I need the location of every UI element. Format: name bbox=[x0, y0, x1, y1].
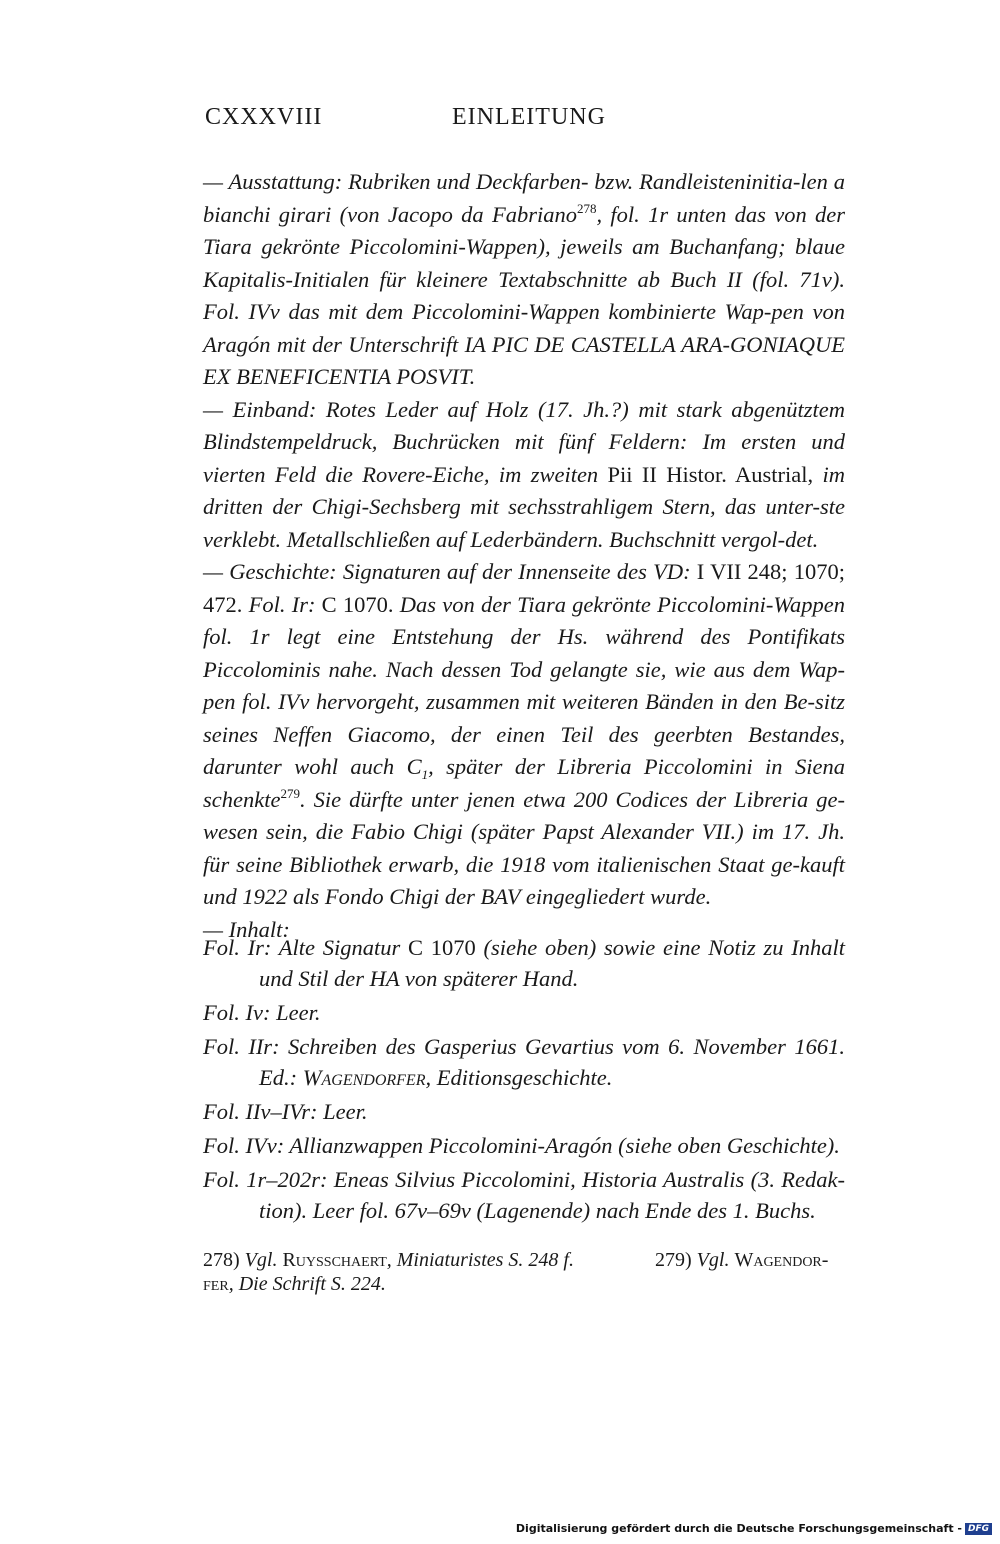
list-item: Fol. Iv: Leer. bbox=[203, 1000, 321, 1025]
text: Vgl. bbox=[244, 1249, 283, 1271]
smallcaps-text: Wagendorfer bbox=[302, 1065, 426, 1090]
list-item bbox=[203, 1031, 845, 1093]
footnote-ref-279: 279 bbox=[280, 785, 300, 801]
smallcaps-text: Wagendor- bbox=[734, 1249, 829, 1271]
text: , Die Schrift S. 224. bbox=[228, 1273, 386, 1295]
list-item: Fol. IVv: Allianzwappen Piccolomini-Aragón (siehe oben Geschichte). bbox=[203, 1133, 840, 1158]
text: im dritten der Chigi-Sechsberg mit sechsstrahligem Stern, das unter-ste verklebt. Metallschließen auf Lederbändern. Buchschnitt vergol-det. bbox=[203, 461, 845, 552]
smallcaps-text: Ruysschaert bbox=[282, 1249, 387, 1271]
footnotes bbox=[203, 1248, 845, 1296]
page-number: CXXXVIII bbox=[205, 104, 323, 130]
subscript: 1 bbox=[421, 767, 429, 782]
funding-credit bbox=[516, 1522, 992, 1535]
credit-text: Digitalisierung gefördert durch die Deutsche Forschungsgemeinschaft - bbox=[515, 1522, 962, 1535]
upright-text: C 1070. bbox=[321, 591, 394, 617]
footnote-number: 278) bbox=[203, 1249, 240, 1271]
footnote-continuation bbox=[203, 1272, 845, 1296]
contents-list bbox=[203, 932, 845, 1229]
upright-text: I VII 248; 1070; 472. bbox=[203, 559, 846, 617]
footnote-278 bbox=[203, 1248, 574, 1272]
text: , fol. 1r unten das von der Tiara gekrönte Piccolomini-Wappen), jeweils am Buchanfang; blaue Kapitalis-Initialen für kleinere Textabschnitte ab Buch II (fol. 71v). Fol. IVv das mit dem Piccolomini-Wappen kombinierte Wap-pen von Aragón mit der Unterschrift IA PIC DE CASTELLA ARA-GONIAQUE EX BENEFICENTIA POSVIT. bbox=[203, 201, 845, 389]
text: , Editionsgeschichte. bbox=[425, 1065, 613, 1090]
dfg-logo-icon: DFG bbox=[965, 1523, 992, 1535]
main-text bbox=[203, 166, 845, 946]
paragraph-geschichte bbox=[203, 556, 845, 914]
paragraph-inhalt: — Inhalt: bbox=[203, 916, 290, 942]
footnote-ref-278: 278 bbox=[576, 200, 597, 216]
footnote-279 bbox=[655, 1248, 828, 1272]
list-item bbox=[203, 932, 845, 994]
upright-text: C 1070 bbox=[407, 935, 476, 960]
paragraph-einband bbox=[203, 394, 845, 557]
footnote-number: 279) bbox=[655, 1249, 692, 1271]
list-item: Fol. 1r–202r: Eneas Silvius Piccolomini, Historia Australis (3. Redak-tion). Leer fol. 67v–69v (Lagenende) nach Ende des 1. Buchs. bbox=[203, 1167, 845, 1223]
footnote-row bbox=[203, 1248, 845, 1272]
text: Fol. IIr: Schreiben des Gasperius Gevartius vom 6. November 1661. Ed.: bbox=[203, 1034, 845, 1090]
smallcaps-text: fer bbox=[203, 1273, 229, 1295]
upright-text: Pii II Histor. Austrial, bbox=[607, 461, 814, 487]
text: (siehe oben) sowie eine Notiz zu Inhalt und Stil der HA von späterer Hand. bbox=[259, 935, 845, 991]
text: , Miniaturistes S. 248 f. bbox=[386, 1249, 574, 1271]
text: — Ausstattung: Rubriken und Deckfarben- bzw. Randleisteninitia-len a bianchi girari (von Jacopo da Fabriano bbox=[203, 169, 845, 227]
paragraph-ausstattung bbox=[203, 166, 845, 394]
list-item: Fol. IIv–IVr: Leer. bbox=[203, 1099, 368, 1124]
text: — Einband: Rotes Leder auf Holz (17. Jh.?) mit stark abgenütztem Blindstempeldruck, Buchrücken mit fünf Feldern: Im ersten und vierten Feld die Rovere-Eiche, im zweiten bbox=[203, 396, 845, 487]
text: , später der Libreria Piccolomini in Siena schenkte bbox=[203, 754, 845, 812]
running-title: EINLEITUNG bbox=[452, 104, 606, 130]
text: — Geschichte: Signaturen auf der Innenseite des VD: bbox=[203, 559, 697, 584]
text: . Sie dürfte unter jenen etwa 200 Codices der Libreria ge-wesen sein, die Fabio Chigi (später Papst Alexander VII.) im 17. Jh. für seine Bibliothek erwarb, die 1918 vom italienischen Staat ge-kauft und 1922 als Fondo Chigi der BAV eingegliedert wurde. bbox=[203, 786, 845, 909]
text: Vgl. bbox=[696, 1249, 735, 1271]
text: Das von der Tiara gekrönte Piccolomini-Wappen fol. 1r legt eine Entstehung der Hs. während des Pontifikats Piccolominis nahe. Nach dessen Tod gelangte sie, wie aus dem Wap-pen fol. IVv hervorgeht, zusammen mit weiteren Bänden in den Be-sitz seines Neffen Giacomo, der einen Teil des geerbten Bestandes, darunter wohl auch C bbox=[203, 591, 845, 779]
text: Fol. Ir: Alte Signatur bbox=[203, 935, 408, 960]
text: Fol. Ir: bbox=[242, 591, 322, 617]
